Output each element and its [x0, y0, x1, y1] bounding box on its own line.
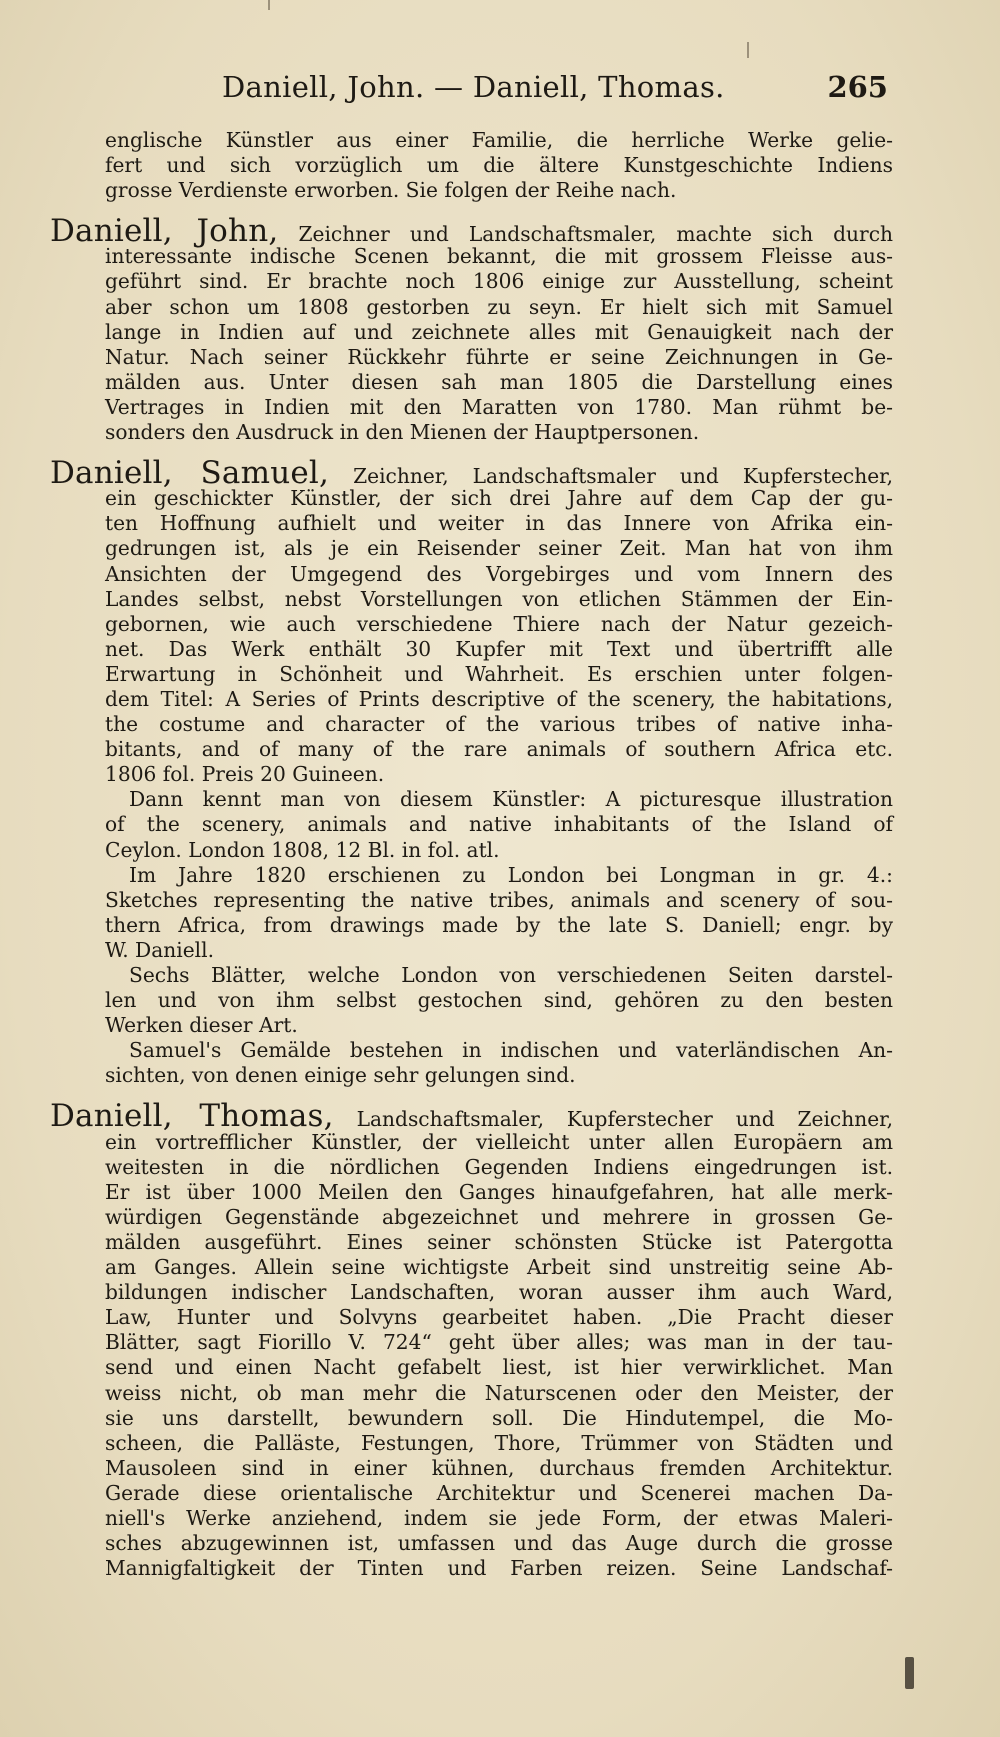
text-line: Vertrages in Indien mit den Maratten von 1780. Man rühmt be- [105, 394, 893, 419]
text-line: Gerade diese orientalische Architektur und Scenerei machen Da- [105, 1480, 893, 1505]
page-body [50, 128, 894, 1581]
text-line: dem Titel: A Series of Prints descriptive of the scenery, the habitations, [105, 686, 893, 711]
text-line: Im Jahre 1820 erschienen zu London bei Longman in gr. 4.: [129, 862, 893, 887]
text-line: bitants, and of many of the rare animals of southern Africa etc. [105, 737, 893, 762]
text-line: aber schon um 1808 gestorben zu seyn. Er hielt sich mit Samuel [105, 294, 893, 319]
entry-daniell-samuel [50, 455, 893, 1088]
text-line: of the scenery, animals and native inhabitants of the Island of [105, 812, 893, 837]
entry-first-line [50, 213, 894, 250]
text-line: mälden ausgeführt. Eines seiner schönsten Stücke ist Patergotta [105, 1229, 893, 1254]
text-line: weitesten in die nördlichen Gegenden Indiens eingedrungen ist. [105, 1154, 893, 1179]
text-line: Samuel's Gemälde bestehen in indischen und vaterländischen An- [129, 1038, 893, 1063]
scan-speck [268, 0, 270, 10]
entry-first-line-text: Landschaftsmaler, Kupferstecher und Zeichner, [356, 1107, 894, 1132]
text-line: sonders den Ausdruck in den Mienen der Hauptpersonen. [105, 420, 700, 445]
scan-speck [905, 1657, 914, 1689]
text-line: englische Künstler aus einer Familie, die herrliche Werke gelie- [105, 128, 893, 152]
intro-paragraph [105, 128, 893, 203]
entry-daniell-john [50, 213, 894, 445]
text-line: len und von ihm selbst gestochen sind, gehören zu den besten [105, 988, 893, 1013]
entry-first-line [50, 1098, 894, 1135]
text-line: weiss nicht, ob man mehr die Naturscenen oder den Meister, der [105, 1380, 893, 1405]
text-line: 1806 fol. Preis 20 Guineen. [105, 762, 385, 787]
text-line: the costume and character of the various tribes of native inha- [105, 712, 893, 737]
headword: Daniell, Thomas, [50, 1098, 334, 1135]
text-line: Sketches representing the native tribes, animals and scenery of sou- [105, 887, 893, 912]
text-line: gedrungen ist, als je ein Reisender seiner Zeit. Man hat von ihm [105, 536, 893, 561]
text-line: Blätter, sagt Fiorillo V. 724“ geht über alles; was man in der tau- [105, 1330, 893, 1355]
text-line: Landes selbst, nebst Vorstellungen von etlichen Stämmen der Ein- [105, 586, 893, 611]
text-line: gebornen, wie auch verschiedene Thiere nach der Natur gezeich- [105, 611, 893, 636]
text-line: Mausoleen sind in einer kühnen, durchaus fremden Architektur. [105, 1455, 893, 1480]
entry-first-line [50, 455, 893, 492]
entry-first-line-text: Zeichner und Landschaftsmaler, machte sich durch [298, 222, 894, 247]
text-line: Ceylon. London 1808, 12 Bl. in fol. atl. [105, 837, 500, 862]
text-line: Natur. Nach seiner Rückkehr führte er seine Zeichnungen in Ge- [105, 344, 893, 369]
running-title: Daniell, John. — Daniell, Thomas. [222, 70, 725, 104]
entry-daniell-thomas [50, 1098, 894, 1581]
text-line: Er ist über 1000 Meilen den Ganges hinaufgefahren, hat alle merk- [105, 1179, 893, 1204]
text-line: send und einen Nacht gefabelt liest, ist hier verwirklichet. Man [105, 1355, 893, 1380]
scan-speck [747, 42, 749, 58]
text-line: Dann kennt man von diesem Künstler: A picturesque illustration [129, 787, 893, 812]
text-line: fert und sich vorzüglich um die ältere Kunstgeschichte Indiens [105, 153, 893, 178]
text-line: geführt sind. Er brachte noch 1806 einige zur Ausstellung, scheint [105, 269, 893, 294]
text-line: würdigen Gegenstände abgezeichnet und mehrere in grossen Ge- [105, 1204, 893, 1229]
text-line: Ansichten der Umgegend des Vorgebirges und vom Innern des [105, 561, 893, 586]
text-line: Erwartung in Schönheit und Wahrheit. Es erschien unter folgen- [105, 661, 893, 686]
text-line: ten Hoffnung aufhielt und weiter in das Innere von Afrika ein- [105, 511, 893, 536]
text-line: Mannigfaltigkeit der Tinten und Farben reizen. Seine Landschaf- [105, 1556, 893, 1581]
running-header [222, 70, 888, 114]
text-line: thern Africa, from drawings made by the late S. Daniell; engr. by [105, 912, 893, 937]
text-line: ein vortrefflicher Künstler, der vielleicht unter allen Europäern am [105, 1129, 893, 1154]
text-line: sches abzugewinnen ist, umfassen und das Auge durch die grosse [105, 1531, 893, 1556]
headword: Daniell, John, [50, 213, 279, 250]
page-number: 265 [827, 70, 888, 104]
text-line: lange in Indien auf und zeichnete alles mit Genauigkeit nach der [105, 319, 893, 344]
text-line: net. Das Werk enthält 30 Kupfer mit Text und übertrifft alle [105, 636, 893, 661]
text-line: Law, Hunter und Solvyns gearbeitet haben. „Die Pracht dieser [105, 1305, 893, 1330]
text-line: ein geschickter Künstler, der sich drei Jahre auf dem Cap der gu- [105, 486, 893, 511]
entry-first-line-text: Zeichner, Landschaftsmaler und Kupferstecher, [353, 464, 893, 489]
text-line: interessante indische Scenen bekannt, die mit grossem Fleisse aus- [105, 244, 893, 269]
text-line: grosse Verdienste erworben. Sie folgen der Reihe nach. [105, 178, 677, 203]
text-line: niell's Werke anziehend, indem sie jede Form, der etwas Maleri- [105, 1505, 893, 1530]
text-line: bildungen indischer Landschaften, woran ausser ihm auch Ward, [105, 1280, 893, 1305]
text-line: am Ganges. Allein seine wichtigste Arbeit sind unstreitig seine Ab- [105, 1255, 893, 1280]
text-line: Sechs Blätter, welche London von verschiedenen Seiten darstel- [129, 963, 893, 987]
text-line: scheen, die Palläste, Festungen, Thore, Trümmer von Städten und [105, 1430, 893, 1455]
text-line: sie uns darstellt, bewundern soll. Die Hindutempel, die Mo- [105, 1405, 893, 1430]
text-line: mälden aus. Unter diesen sah man 1805 die Darstellung eines [105, 369, 893, 394]
text-line: Werken dieser Art. [105, 1013, 298, 1038]
text-line: W. Daniell. [105, 937, 215, 962]
text-line: sichten, von denen einige sehr gelungen sind. [105, 1063, 576, 1088]
headword: Daniell, Samuel, [50, 455, 330, 492]
